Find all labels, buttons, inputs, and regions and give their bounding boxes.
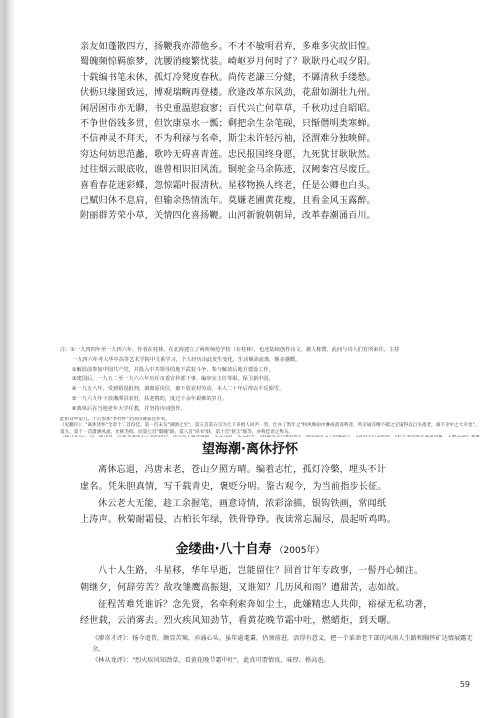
lyric-line: 离休忘退，冯唐未老，苍山夕照方晴。编着志忙，孤灯冷檠，埋头不计	[98, 465, 387, 475]
footnote: 一九四六年考入华中高等艺术学院中文系学习，个人经历由此发生变化，生活颠沛流离，颇多感慨。	[72, 356, 301, 363]
commentary: 《林从龙评》："烈火疾风知劲草，看黄花晚节霜中吐"，此真可谓情真、味厚、格高也。	[92, 657, 330, 665]
section1-body	[80, 462, 475, 529]
commentary: 《廖奇才评》：扬今追昔，颇显苦辣，亦涌心头。虽年逾耄耋，仍须前进，活得有意义，把一个革命老干部的风雨人生路和胸怀矿达情展露无余。	[92, 635, 473, 654]
footnote: ⑥离休后在当地老年大学任教，并坚持诗词创作。	[72, 405, 186, 412]
poem-line: 已赋归休不息肩，但输余热情流年。莫嫌老圃黄花瘦，且看金风玉露醉。	[80, 195, 376, 206]
section-title: 望海潮·离休抒怀	[202, 442, 298, 457]
poem-line: 不信神灵不拜天，不为利禄与名牵，斯尘未许轻污袖，泾渭难分独映鲜。	[80, 134, 376, 145]
lyric-line: 休云老大无能，趁工余握笔，画意诗情，浓彩涂描，银钩铁画，常闻纸	[98, 498, 387, 509]
poem-line: 喜看春花迷彩蝶，忽惊霜叶报清秋。星移物换人终老，任是公卿也白头。	[80, 180, 376, 191]
lyric-line: 八十人生路，斗星移，华年早逝，岂能留住？回首廿年专政事，一髻丹心倾注。	[98, 566, 424, 576]
footnote: ③建国后，一九五二至一九六六年历任市委宣传部干事、编审室主任等职，保卫新中国。	[72, 376, 274, 383]
poem-line: 伏枥只缘图致远，博观瑞畹再登楼。欣逢改革东风劲，花甜如湖壮九州。	[80, 88, 376, 99]
section-year: （2005年）	[274, 546, 325, 556]
section-title	[0, 538, 500, 557]
poem-line: 亲友如蓬散四方，扬鞭我亦滞他乡。不才不敏明君弃，多难多灾故旧惶。	[80, 42, 376, 52]
poem-line: 不争世俗钱多贯，但饮康泉水一瓢；剩把余生杂笔砚，只惭僭明类寒蝉。	[80, 118, 376, 129]
section2-body	[80, 563, 475, 630]
commentary: 此组诗中第九、十首参加"李杜杯"全国诗赛获佳作奖。	[60, 417, 170, 422]
book-spine-shadow	[0, 0, 14, 718]
poem-line: 蜀魄频惊羁旅梦，沈腰消瘦繁忧装。崎岖岁月何时了？耿耿丹心叹夕阳。	[80, 57, 376, 68]
poem-line: 穷达何妨思范蠡，歌吟无碍喜青莲。忠民报国终身愿，九死犹甘耿耿然。	[80, 149, 376, 160]
lyric-line: 上涛声。秋菊耐霜侵，古柏长年绿，铁骨铮铮。夜读常忘漏尽，晨起听鸡鸣。	[80, 515, 396, 526]
footnote: ②解放前参加中国共产党，并投入中共领导的地下武装斗争，参与解放后地方建设工作。	[72, 366, 274, 373]
section2-commentaries	[92, 633, 482, 667]
commentaries	[60, 417, 480, 437]
poem-line: 附丽群芳荣小草，关情四化喜扬鞭。山河新貌朝朝异，改革春潮涌百川。	[80, 211, 376, 222]
footnote: ⑤一九六九年下放湘潭县农村，扶老携幼，度过十余年艰难的岁月。	[72, 395, 228, 402]
commentary-region	[60, 352, 480, 426]
lyric-line: 虚名。凭朱胆真情，写千载青史，褒贬分明。鉴古观今，为当前指步长征。	[80, 481, 387, 492]
lyric-line: 经世载，云消雾去。烈火疾风知劲节，看黄花晚节霜中吐，燃蜡炬，到天曙。	[80, 616, 396, 627]
commentary	[60, 436, 480, 437]
footnote: 注：①一九四四年至一九四六年，作者在桂林、在北海建立了两所师范学校（在桂林），也还陆续创作诗文，被人称赞。此间与诗人们有所来往，主持	[60, 347, 400, 353]
poem-continuation	[80, 40, 470, 225]
lyric-line: 征程苦难凭谁诉？念先贤，名牵利索奔如尘土，此嫌精忠人共仰，裕禄无私功著，	[98, 599, 433, 610]
poem-line: 十载编书笔未休，孤灯冷凳度春秋。尚传老謙三分健，不羼清秋手缕愁。	[80, 72, 376, 83]
page-number: 59	[459, 680, 470, 689]
footnote: ④一九五八年，受到错误批判，调离原岗位，被下放农村劳动。本人二十年后得以平反昭雪。	[72, 386, 285, 393]
poem-line: 过往烟云眼底收，谁曾相识旧风流。铜驼金马余陈迹，汉阙秦宫尽废丘。	[80, 165, 376, 176]
commentary: 《史鹏评》："离休述怀"全章十二首均佳。第一首末句"满洒之至"，第五首第五句为天下多情人同声一哭。仕亦了然年之"和风细雨中淋成落谣鸣者，所亲诵有精不破之宝镜得以自头指老，诚不幸中之大幸也"。第九、第十一首潇洒风流，允称杰构。而第七首"蜀魄"联，第八首"尚书"联，第十首"铭尘"联等，亦称佳语之隽句。	[60, 423, 480, 435]
poem-line: 闲居困市亦无聊，书史重温慰寂寥；百代兴亡何草草，千秋功过自昭昭。	[80, 103, 376, 114]
section-title-text: 金缕曲·八十自寿	[175, 542, 272, 557]
lyric-line: 朝继夕，何辞劳苦？敌攻雏鹰高振翅，又谁知？几历风和雨？遭甜苦，志如故。	[80, 582, 406, 593]
